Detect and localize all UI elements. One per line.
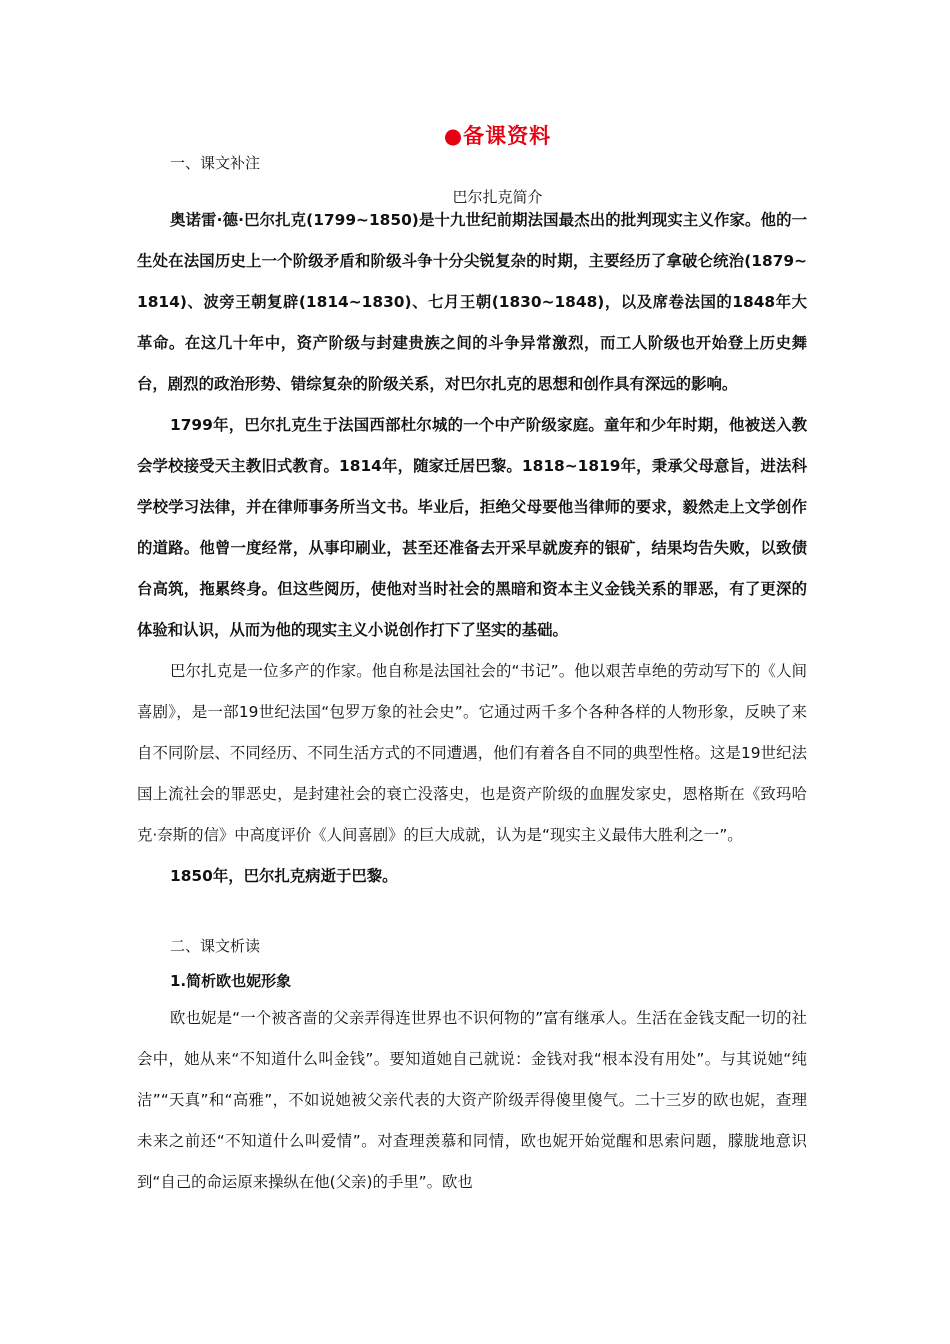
text-block-bio — [137, 200, 807, 897]
paragraph-4: 1850年，巴尔扎克病逝于巴黎。 — [170, 867, 398, 885]
paragraph-2: 1799年，巴尔扎克生于法国西部杜尔城的一个中产阶级家庭。童年和少年时期，他被送入教会学校接受天主教旧式教育。1814年，随家迁居巴黎。1818~1819年，秉承父母意旨，进法科学校学习法律，并在律师事务所当文书。毕业后，拒绝父母要他当律师的要求，毅然走上文学创作的道路。他曾一度经常，从事印刷业，甚至还准备去开采早就废弃的银矿，结果均告失败，以致债台高筑，拖累终身。但这些阅历，使他对当时社会的黑暗和资本主义金钱关系的罪恶，有了更深的体验和认识，从而为他的现实主义小说创作打下了坚实的基础。 — [137, 416, 807, 639]
paragraph-5: 欧也妮是“一个被吝啬的父亲弄得连世界也不识何物的”富有继承人。生活在金钱支配一切的社会中，她从来“不知道什么叫金钱”。要知道她自己就说：金钱对我“根本没有用处”。与其说她“纯洁”“天真”和“高雅”，不如说她被父亲代表的大资产阶级弄得傻里傻气。二十三岁的欧也妮，查理未来之前还“不知道什么叫爱情”。对查理羡慕和同情，欧也妮开始觉醒和思索问题，朦胧地意识到“自己的命运原来操纵在他(父亲)的手里”。欧也 — [137, 1009, 807, 1191]
section-heading-1: 一、课文补注 — [170, 154, 261, 172]
text-block-analysis — [137, 998, 807, 1203]
paragraph-3: 巴尔扎克是一位多产的作家。他自称是法国社会的“书记”。他以艰苦卓绝的劳动写下的《人间喜剧》，是一部19世纪法国“包罗万象的社会史”。它通过两千多个各种各样的人物形象，反映了来自不同阶层、不同经历、不同生活方式的不同遭遇，他们有着各自不同的典型性格。这是19世纪法国上流社会的罪恶史，是封建社会的衰亡没落史，也是资产阶级的血腥发家史，恩格斯在《致玛哈克·奈斯的信》中高度评价《人间喜剧》的巨大成就，认为是“现实主义最伟大胜利之一”。 — [137, 662, 807, 844]
section-heading-2: 二、课文析读 — [170, 937, 261, 955]
paragraph-1: 奥诺雷·德·巴尔扎克(1799~1850)是十九世纪前期法国最杰出的批判现实主义作家。他的一生处在法国历史上一个阶级矛盾和阶级斗争十分尖锐复杂的时期，主要经历了拿破仑统治(1879~1814)、波旁王朝复辟(1814~1830)、七月王朝(1830~1848)，以及席卷法国的1848年大革命。在这几十年中，资产阶级与封建贵族之间的斗争异常激烈，而工人阶级也开始登上历史舞台，剧烈的政治形势、错综复杂的阶级关系，对巴尔扎克的思想和创作具有深远的影响。 — [137, 211, 807, 393]
article-subtitle: 巴尔扎克简介 — [452, 188, 543, 206]
subsection-heading-1: 1.简析欧也妮形象 — [170, 972, 292, 990]
page-title: ●备课资料 — [443, 124, 552, 148]
